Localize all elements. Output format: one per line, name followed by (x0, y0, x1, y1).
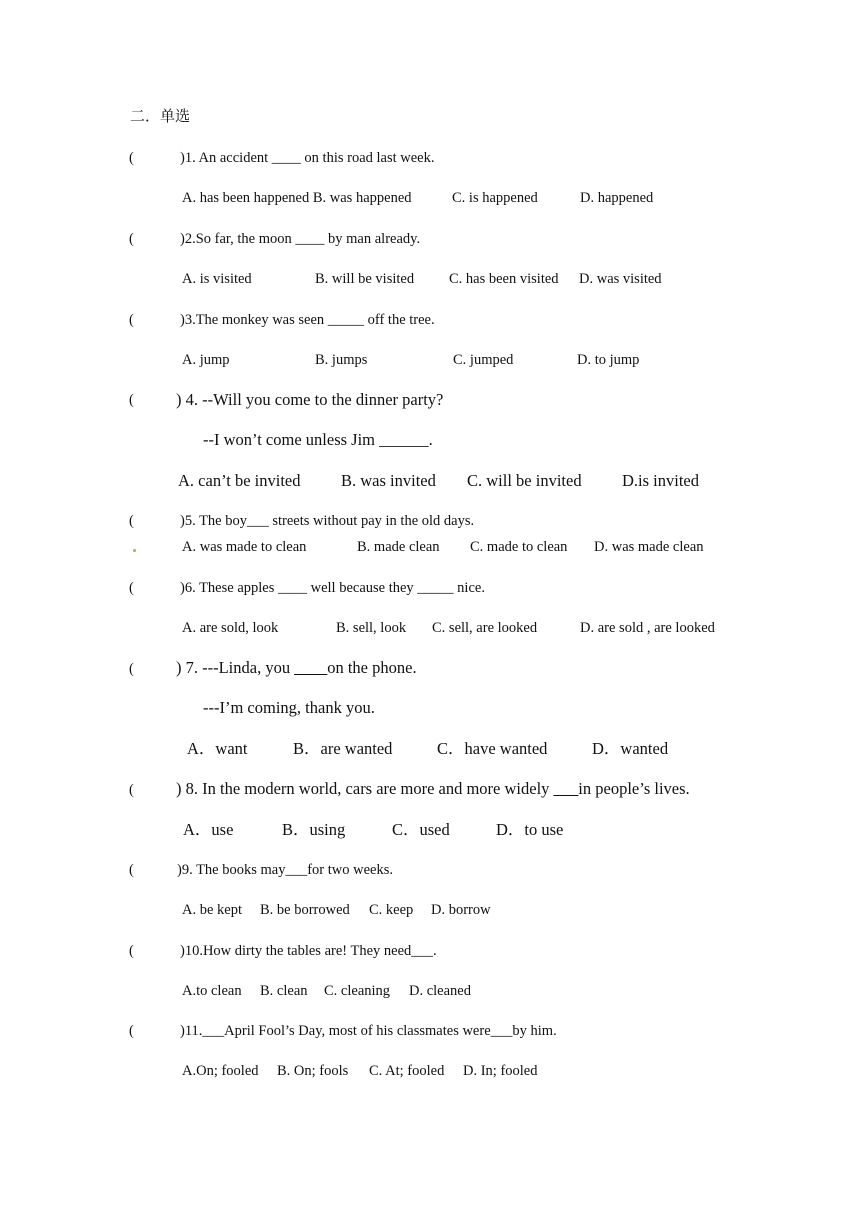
option-a: A. are sold, look (182, 620, 279, 636)
option-d: D. borrow (431, 902, 491, 918)
answer-paren: ( (129, 661, 134, 677)
question-text: )1. An accident ____ on this road last week. (180, 150, 435, 166)
question-text: )3.The monkey was seen _____ off the tree. (180, 312, 435, 328)
option-c: C. sell, are looked (432, 620, 538, 636)
answer-paren: ( (129, 231, 134, 247)
option-a-b: A. has been happened B. was happened (182, 190, 412, 206)
option-c: C. made to clean (470, 539, 568, 555)
question-text: )11.___April Fool’s Day, most of his classmates were___by him. (180, 1023, 557, 1039)
option-b: B. will be visited (315, 271, 415, 287)
option-d: D. cleaned (409, 983, 471, 999)
option-c: C. At; fooled (369, 1063, 445, 1079)
option-a: A. jump (182, 352, 230, 368)
option-d: D. was visited (579, 271, 662, 287)
question-text (176, 660, 417, 677)
option-c: C. jumped (453, 352, 514, 368)
option-a: A. is visited (182, 271, 252, 287)
answer-paren: ( (129, 862, 134, 878)
answer-paren: ( (129, 782, 134, 798)
option-d: D. are sold , are looked (580, 620, 715, 636)
answer-paren: ( (129, 513, 134, 529)
option-c: C. is happened (452, 190, 538, 206)
question-text: ) 4. --Will you come to the dinner party? (176, 390, 444, 409)
question-text: )6. These apples ____ well because they _____ nice. (180, 580, 485, 596)
option-c: C. has been visited (449, 271, 559, 287)
option-c: C．have wanted (437, 739, 548, 758)
answer-paren: ( (129, 580, 134, 596)
option-b: B．are wanted (293, 739, 393, 758)
option-b: B. be borrowed (260, 902, 350, 918)
answer-paren: ( (129, 1023, 134, 1039)
question-text-pre: ) 8. In the modern world, cars are more and more widely (176, 779, 554, 798)
question-text-post: on the phone. (327, 658, 417, 677)
option-b: B. sell, look (336, 620, 407, 636)
option-a: A.to clean (182, 983, 242, 999)
option-a: A. was made to clean (182, 539, 307, 555)
section-title: 二．单选 (130, 107, 191, 125)
answer-paren: ( (129, 943, 134, 959)
option-c: C. will be invited (467, 471, 582, 490)
option-a: A.On; fooled (182, 1063, 259, 1079)
option-c: C. keep (369, 902, 414, 918)
question-line-2: ---I’m coming, thank you. (203, 698, 375, 717)
question-line-2: --I won’t come unless Jim ______. (203, 430, 433, 449)
question-text: )5. The boy___ streets without pay in the old days. (180, 513, 475, 529)
question-text (176, 781, 690, 798)
answer-paren: ( (129, 312, 134, 328)
question-text: )9. The books may___for two weeks. (177, 862, 393, 878)
option-b: B. was invited (341, 471, 436, 490)
option-d: D. happened (580, 190, 654, 206)
question-text: )2.So far, the moon ____ by man already. (180, 231, 421, 247)
option-d: D．wanted (592, 739, 669, 758)
answer-paren: ( (129, 150, 134, 166)
option-a: A．use (183, 820, 234, 839)
option-c: C. cleaning (324, 983, 391, 999)
question-text-pre: ) 7. ---Linda, you (176, 658, 295, 677)
question-text-post: in people’s lives. (578, 779, 690, 798)
answer-blank: ___ (553, 779, 579, 798)
answer-paren: ( (129, 392, 134, 408)
option-a: A. can’t be invited (178, 471, 301, 490)
option-d: D.is invited (622, 471, 699, 490)
option-b: B. made clean (357, 539, 440, 555)
option-d: D. was made clean (594, 539, 704, 555)
option-b: B. clean (260, 983, 308, 999)
option-a: A．want (187, 739, 248, 758)
option-d: D. In; fooled (463, 1063, 538, 1079)
option-b: B．using (282, 820, 346, 839)
option-b: B. On; fools (277, 1063, 349, 1079)
stray-mark (133, 549, 136, 552)
answer-blank: ____ (294, 658, 328, 677)
option-c: C．used (392, 820, 450, 839)
question-text: )10.How dirty the tables are! They need___. (180, 943, 437, 959)
option-a: A. be kept (182, 902, 242, 918)
option-d: D. to jump (577, 352, 640, 368)
option-d: D．to use (496, 820, 564, 839)
option-b: B. jumps (315, 352, 368, 368)
